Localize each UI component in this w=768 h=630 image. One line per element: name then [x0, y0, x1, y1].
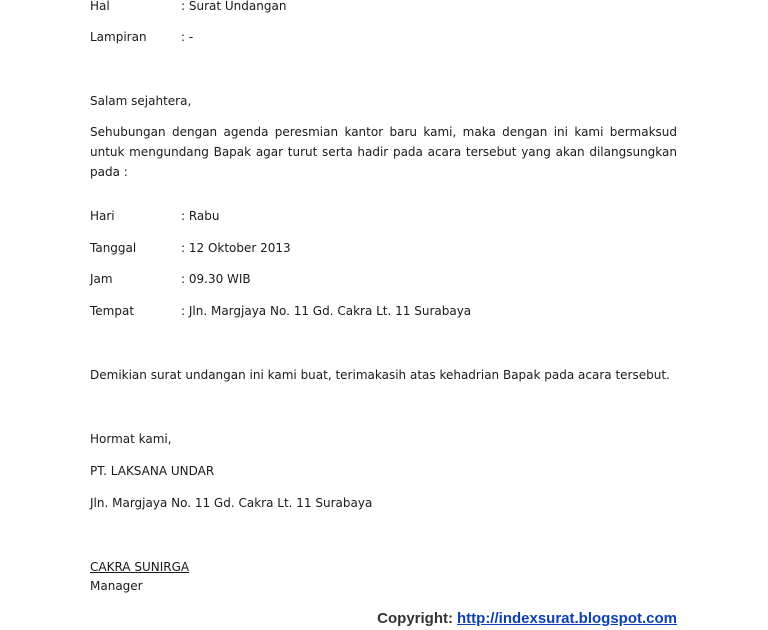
hal-label: Hal [90, 0, 110, 13]
signer-title: Manager [90, 579, 143, 593]
detail-value-tanggal: : 12 Oktober 2013 [181, 241, 291, 255]
detail-value-tempat: : Jln. Margjaya No. 11 Gd. Cakra Lt. 11 Surabaya [181, 304, 472, 318]
copyright-notice [377, 610, 677, 628]
detail-value-hari: : Rabu [181, 209, 220, 223]
greeting: Salam sejahtera, [90, 94, 192, 108]
copyright-link[interactable]: http://indexsurat.blogspot.com [457, 610, 677, 627]
detail-value-jam: : 09.30 WIB [181, 272, 251, 286]
lampiran-value: : - [181, 30, 194, 44]
detail-label-tanggal: Tanggal [90, 241, 137, 255]
company-address: Jln. Margjaya No. 11 Gd. Cakra Lt. 11 Surabaya [90, 496, 373, 510]
salutation: Hormat kami, [90, 432, 172, 446]
hal-value: : Surat Undangan [181, 0, 287, 13]
detail-label-hari: Hari [90, 209, 115, 223]
company-name: PT. LAKSANA UNDAR [90, 464, 215, 478]
copyright-label: Copyright: [377, 610, 453, 627]
intro-paragraph: Sehubungan dengan agenda peresmian kantor baru kami, maka dengan ini kami bermaksud untuk mengundang Bapak agar turut serta hadir pada acara tersebut yang akan dilangsungkan pada : [90, 125, 677, 179]
detail-label-tempat: Tempat [90, 304, 135, 318]
signer-name: CAKRA SUNIRGA [90, 560, 190, 574]
lampiran-label: Lampiran [90, 30, 147, 44]
closing-paragraph: Demikian surat undangan ini kami buat, terimakasih atas kehadrian Bapak pada acara tersebut. [90, 368, 670, 382]
detail-label-jam: Jam [90, 272, 113, 286]
